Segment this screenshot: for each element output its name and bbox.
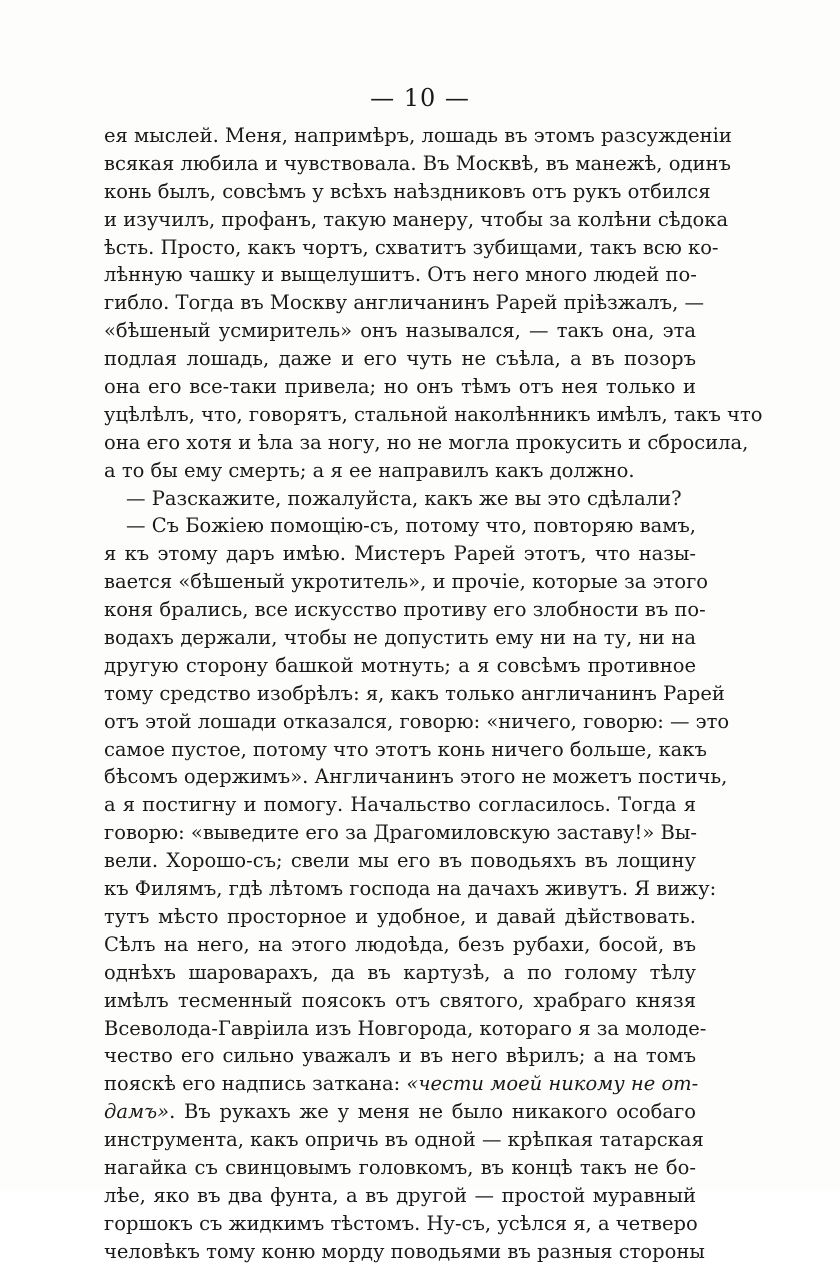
text-line: говорю: «выведите его за Драгомиловскую заставу!» Вы-	[104, 821, 697, 845]
text-line: ѣсть. Просто, какъ чортъ, схватитъ зубищами, такъ всю ко-	[104, 235, 719, 259]
text-line: лѣнную чашку и выщелушитъ. Отъ него много людей по-	[104, 263, 697, 287]
text-line: подлая лошадь, даже и его чуть не съѣла, а въ позоръ	[104, 347, 696, 371]
text-line: лѣе, яко въ два фунта, а въ другой — простой муравный	[104, 1183, 696, 1207]
page-number: — 10 —	[370, 84, 470, 112]
paragraph-end-line: а то бы ему смерть; а я ее направилъ какъ должно.	[104, 458, 635, 482]
text-line: человѣкъ тому коню морду поводьями въ разныя стороны	[104, 1239, 705, 1263]
text-line: и изучилъ, профанъ, такую манеру, чтобы за колѣни сѣдока	[104, 207, 729, 231]
text-line: водахъ держали, чтобы не допустить ему ни на ту, ни на	[104, 626, 696, 650]
text-line: другую сторону башкой мотнуть; а я совсѣмъ противное	[104, 653, 696, 677]
dialogue-answer-line: — Съ Божіею помощію-съ, потому что, повторяю вамъ,	[126, 514, 696, 538]
dialogue-question-line: — Разскажите, пожалуйста, какъ же вы это сдѣлали?	[126, 486, 682, 510]
text-line: гибло. Тогда въ Москву англичанинъ Рарей пріѣзжалъ, —	[104, 291, 704, 315]
line-prefix: пояскѣ его надпись заткана:	[104, 1072, 407, 1096]
text-line: чество его сильно уважалъ и въ него вѣрилъ; а на томъ	[104, 1044, 696, 1068]
text-line: отъ этой лошади отказался, говорю: «ничего, говорю: — это	[104, 709, 730, 733]
inscription-line-end	[104, 1098, 696, 1126]
text-line: она его хотя и ѣла за ногу, но не могла прокусить и сбросила,	[104, 430, 749, 454]
text-line: нагайка съ свинцовымъ головкомъ, въ концѣ такъ не бо-	[104, 1155, 696, 1179]
text-line: «бѣшеный усмиритель» онъ назывался, — такъ она, эта	[104, 319, 696, 343]
text-line: бѣсомъ одержимъ». Англичанинъ этого не можетъ постичь,	[104, 765, 728, 789]
text-line: коня брались, все искусство противу его злобности въ по-	[104, 598, 706, 622]
text-line: вели. Хорошо-съ; свели мы его въ поводьяхъ въ лощину	[104, 849, 696, 873]
text-line: Всеволода-Гавріила изъ Новгорода, котораго я за молоде-	[104, 1016, 707, 1040]
text-line: уцѣлѣлъ, что, говорятъ, стальной наколѣнникъ имѣлъ, такъ что	[104, 402, 763, 426]
text-line: горшокъ съ жидкимъ тѣстомъ. Ну-съ, усѣлся я, а четверо	[104, 1211, 698, 1235]
text-line: Сѣлъ на него, на этого людоѣда, безъ рубахи, босой, въ	[104, 932, 696, 956]
text-line: инструмента, какъ опричь въ одной — крѣпкая татарская	[104, 1128, 704, 1152]
text-line: ея мыслей. Меня, напримѣръ, лошадь въ этомъ разсужденіи	[104, 124, 732, 147]
line-suffix: . Въ рукахъ же у меня не было никакого особаго	[169, 1100, 696, 1124]
text-line: всякая любила и чувствовала. Въ Москвѣ, въ манежѣ, одинъ	[104, 151, 731, 175]
text-line: тому средство изобрѣлъ: я, какъ только англичанинъ Рарей	[104, 681, 725, 705]
inscription-italic: «чести моей никому не от-	[406, 1072, 699, 1096]
text-line: она его все-таки привела; но онъ тѣмъ отъ нея только и	[104, 375, 696, 399]
inscription-line	[104, 1070, 699, 1098]
text-line: я къ этому даръ имѣю. Мистеръ Рарей этотъ, что назы-	[104, 542, 696, 566]
text-line: имѣлъ тесменный поясокъ отъ святого, храбраго князя	[104, 988, 696, 1012]
text-line: конь былъ, совсѣмъ у всѣхъ наѣздниковъ отъ рукъ отбился	[104, 179, 711, 203]
text-line: самое пустое, потому что этотъ конь ничего больше, какъ	[104, 737, 707, 761]
inscription-italic: дамъ»	[104, 1100, 170, 1124]
text-line: а я постигну и помогу. Начальство согласилось. Тогда я	[104, 793, 696, 817]
text-line: тутъ мѣсто просторное и удобное, и давай дѣйствовать.	[104, 904, 696, 928]
body-text	[104, 122, 763, 1266]
text-line: вается «бѣшеный укротитель», и прочіе, которые за этого	[104, 570, 709, 594]
text-line: къ Филямъ, гдѣ лѣтомъ господа на дачахъ живутъ. Я вижу:	[104, 877, 717, 901]
text-line: однѣхъ шароварахъ, да въ картузѣ, а по голому тѣлу	[104, 960, 696, 984]
